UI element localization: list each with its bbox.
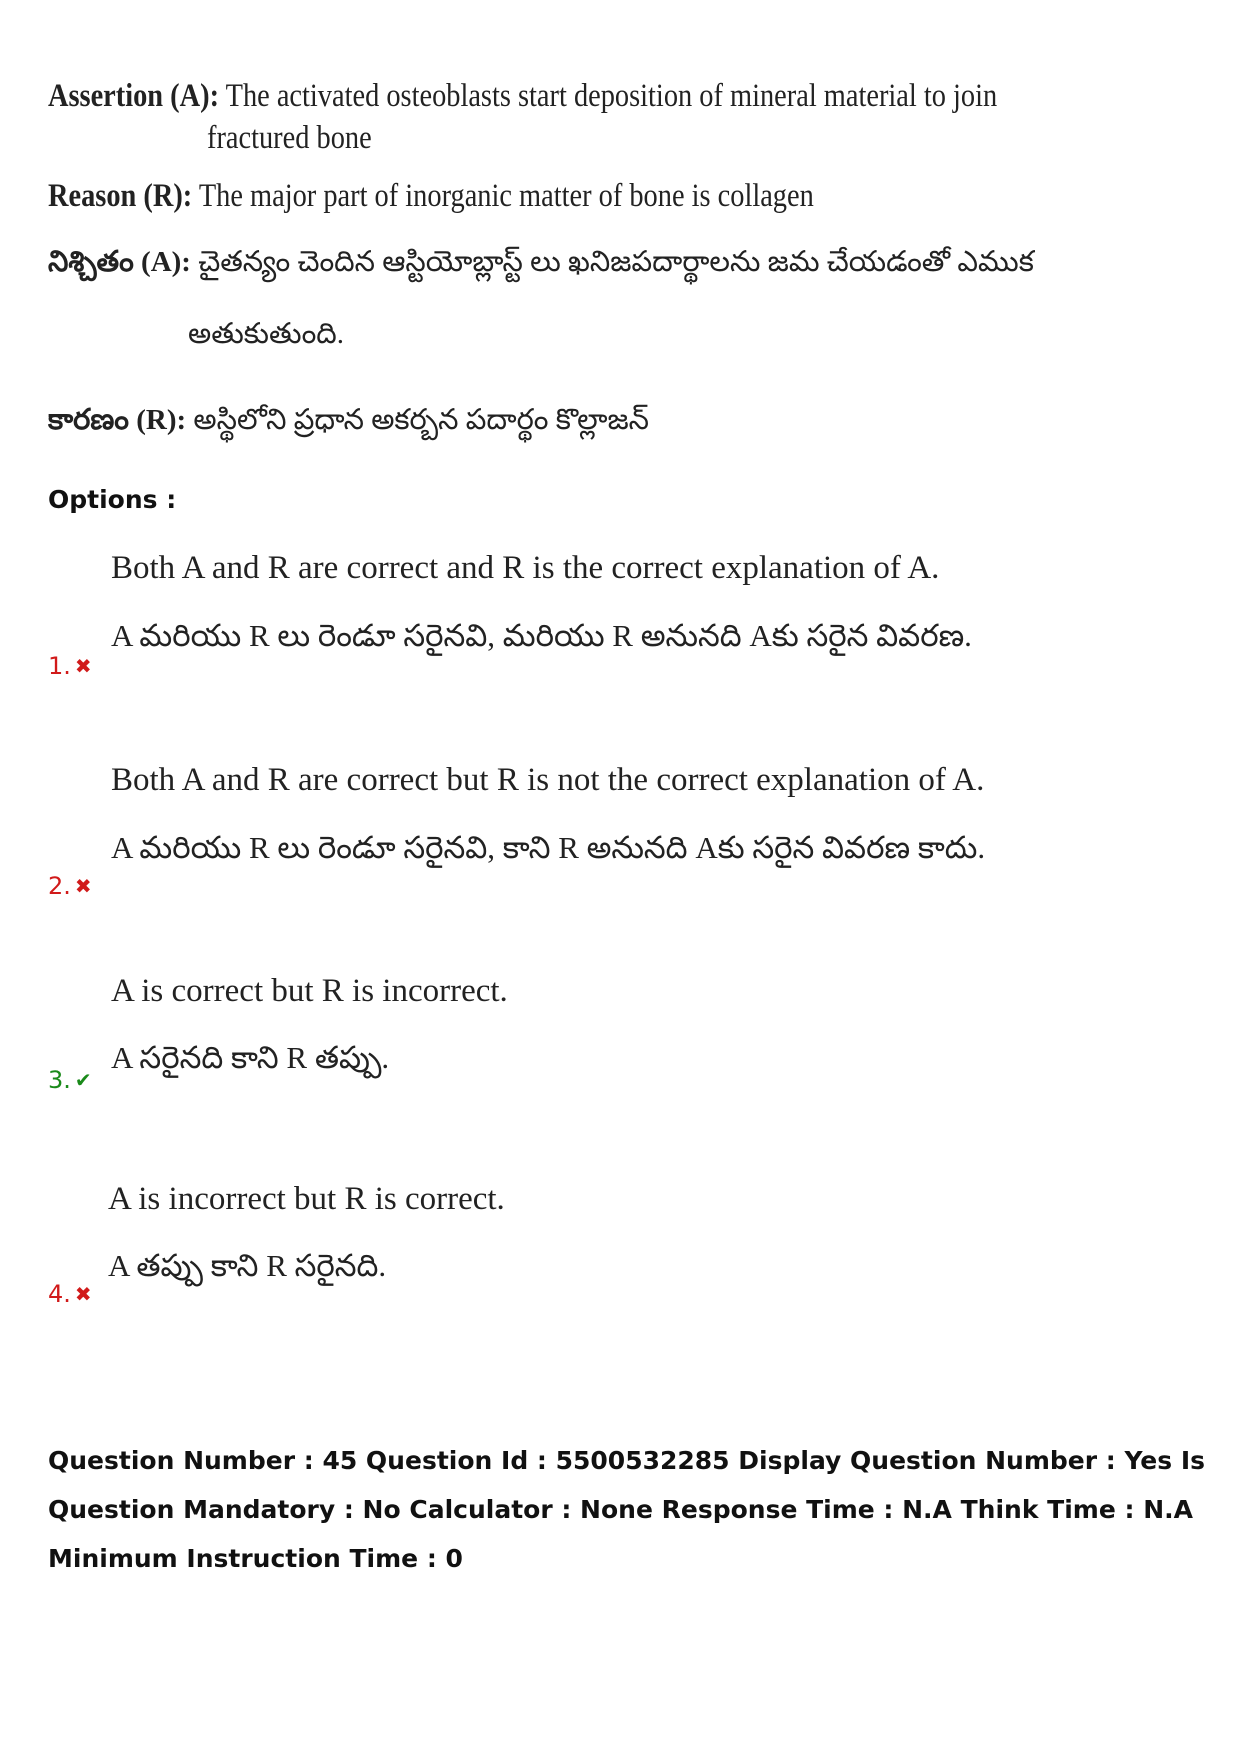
assertion-te-continuation <box>188 318 344 358</box>
cross-icon: ✖ <box>74 654 92 678</box>
option-1-te: A మరియు R లు రెండూ సరైనవి, మరియు R అనునది Aకు సరైన వివరణ. <box>111 618 972 653</box>
assertion-te-line2: అతుకుతుంది. <box>188 318 344 350</box>
assertion-en-label: Assertion (A): <box>48 78 220 114</box>
assertion-en-line1: The activated osteoblasts start deposition of mineral material to join <box>225 78 998 114</box>
assertion-en-line2: fractured bone <box>207 120 372 156</box>
option-2-en: Both A and R are correct but R is not the correct explanation of A. <box>111 762 985 798</box>
reason-en-label: Reason (R): <box>48 178 193 214</box>
option-4-en: A is incorrect but R is correct. <box>108 1181 505 1217</box>
reason-te-label: కారణం (R): <box>48 404 187 436</box>
assertion-en-continuation <box>207 120 372 157</box>
assertion-en <box>48 78 997 115</box>
assertion-te-line1: చైతన్యం చెందిన ఆస్టియోబ్లాస్ట్ లు ఖనిజపదార్థాలను జమ చేయడంతో ఎముక <box>198 246 1034 278</box>
option-3-number: 3. <box>48 1066 71 1094</box>
option-2-te: A మరియు R లు రెండూ సరైనవి, కాని R అనునది Aకు సరైన వివరణ కాదు. <box>111 830 986 865</box>
question-meta: Question Number : 45 Question Id : 5500532285 Display Question Number : Yes Is Question Mandatory : No Calculator : None Response Time : N.A Think Time : N.A Minimum Instruction Time : 0 <box>48 1446 1206 1573</box>
option-3-marker <box>48 1066 92 1094</box>
check-icon: ✔ <box>74 1068 92 1092</box>
option-3-te: A సరైనది కాని R తప్పు. <box>111 1040 390 1075</box>
option-2-number: 2. <box>48 872 71 900</box>
option-4-marker <box>48 1280 92 1308</box>
options-label: Options : <box>48 485 177 514</box>
assertion-te-label: నిశ్చితం (A): <box>48 246 191 278</box>
option-1-number: 1. <box>48 652 71 680</box>
option-4-number: 4. <box>48 1280 71 1308</box>
reason-te <box>48 404 649 444</box>
reason-en <box>48 178 814 215</box>
cross-icon: ✖ <box>74 1282 92 1306</box>
option-1-marker <box>48 652 92 680</box>
reason-te-text: అస్థిలోని ప్రధాన అకర్బన పదార్థం కొల్లాజన్ <box>193 404 650 436</box>
option-4-te: A తప్పు కాని R సరైనది. <box>108 1248 387 1283</box>
cross-icon: ✖ <box>74 874 92 898</box>
reason-en-text: The major part of inorganic matter of bone is collagen <box>198 178 814 214</box>
option-1-en: Both A and R are correct and R is the correct explanation of A. <box>111 550 940 586</box>
option-2-marker <box>48 872 92 900</box>
option-3-en: A is correct but R is incorrect. <box>111 973 508 1009</box>
assertion-te <box>48 246 1034 286</box>
